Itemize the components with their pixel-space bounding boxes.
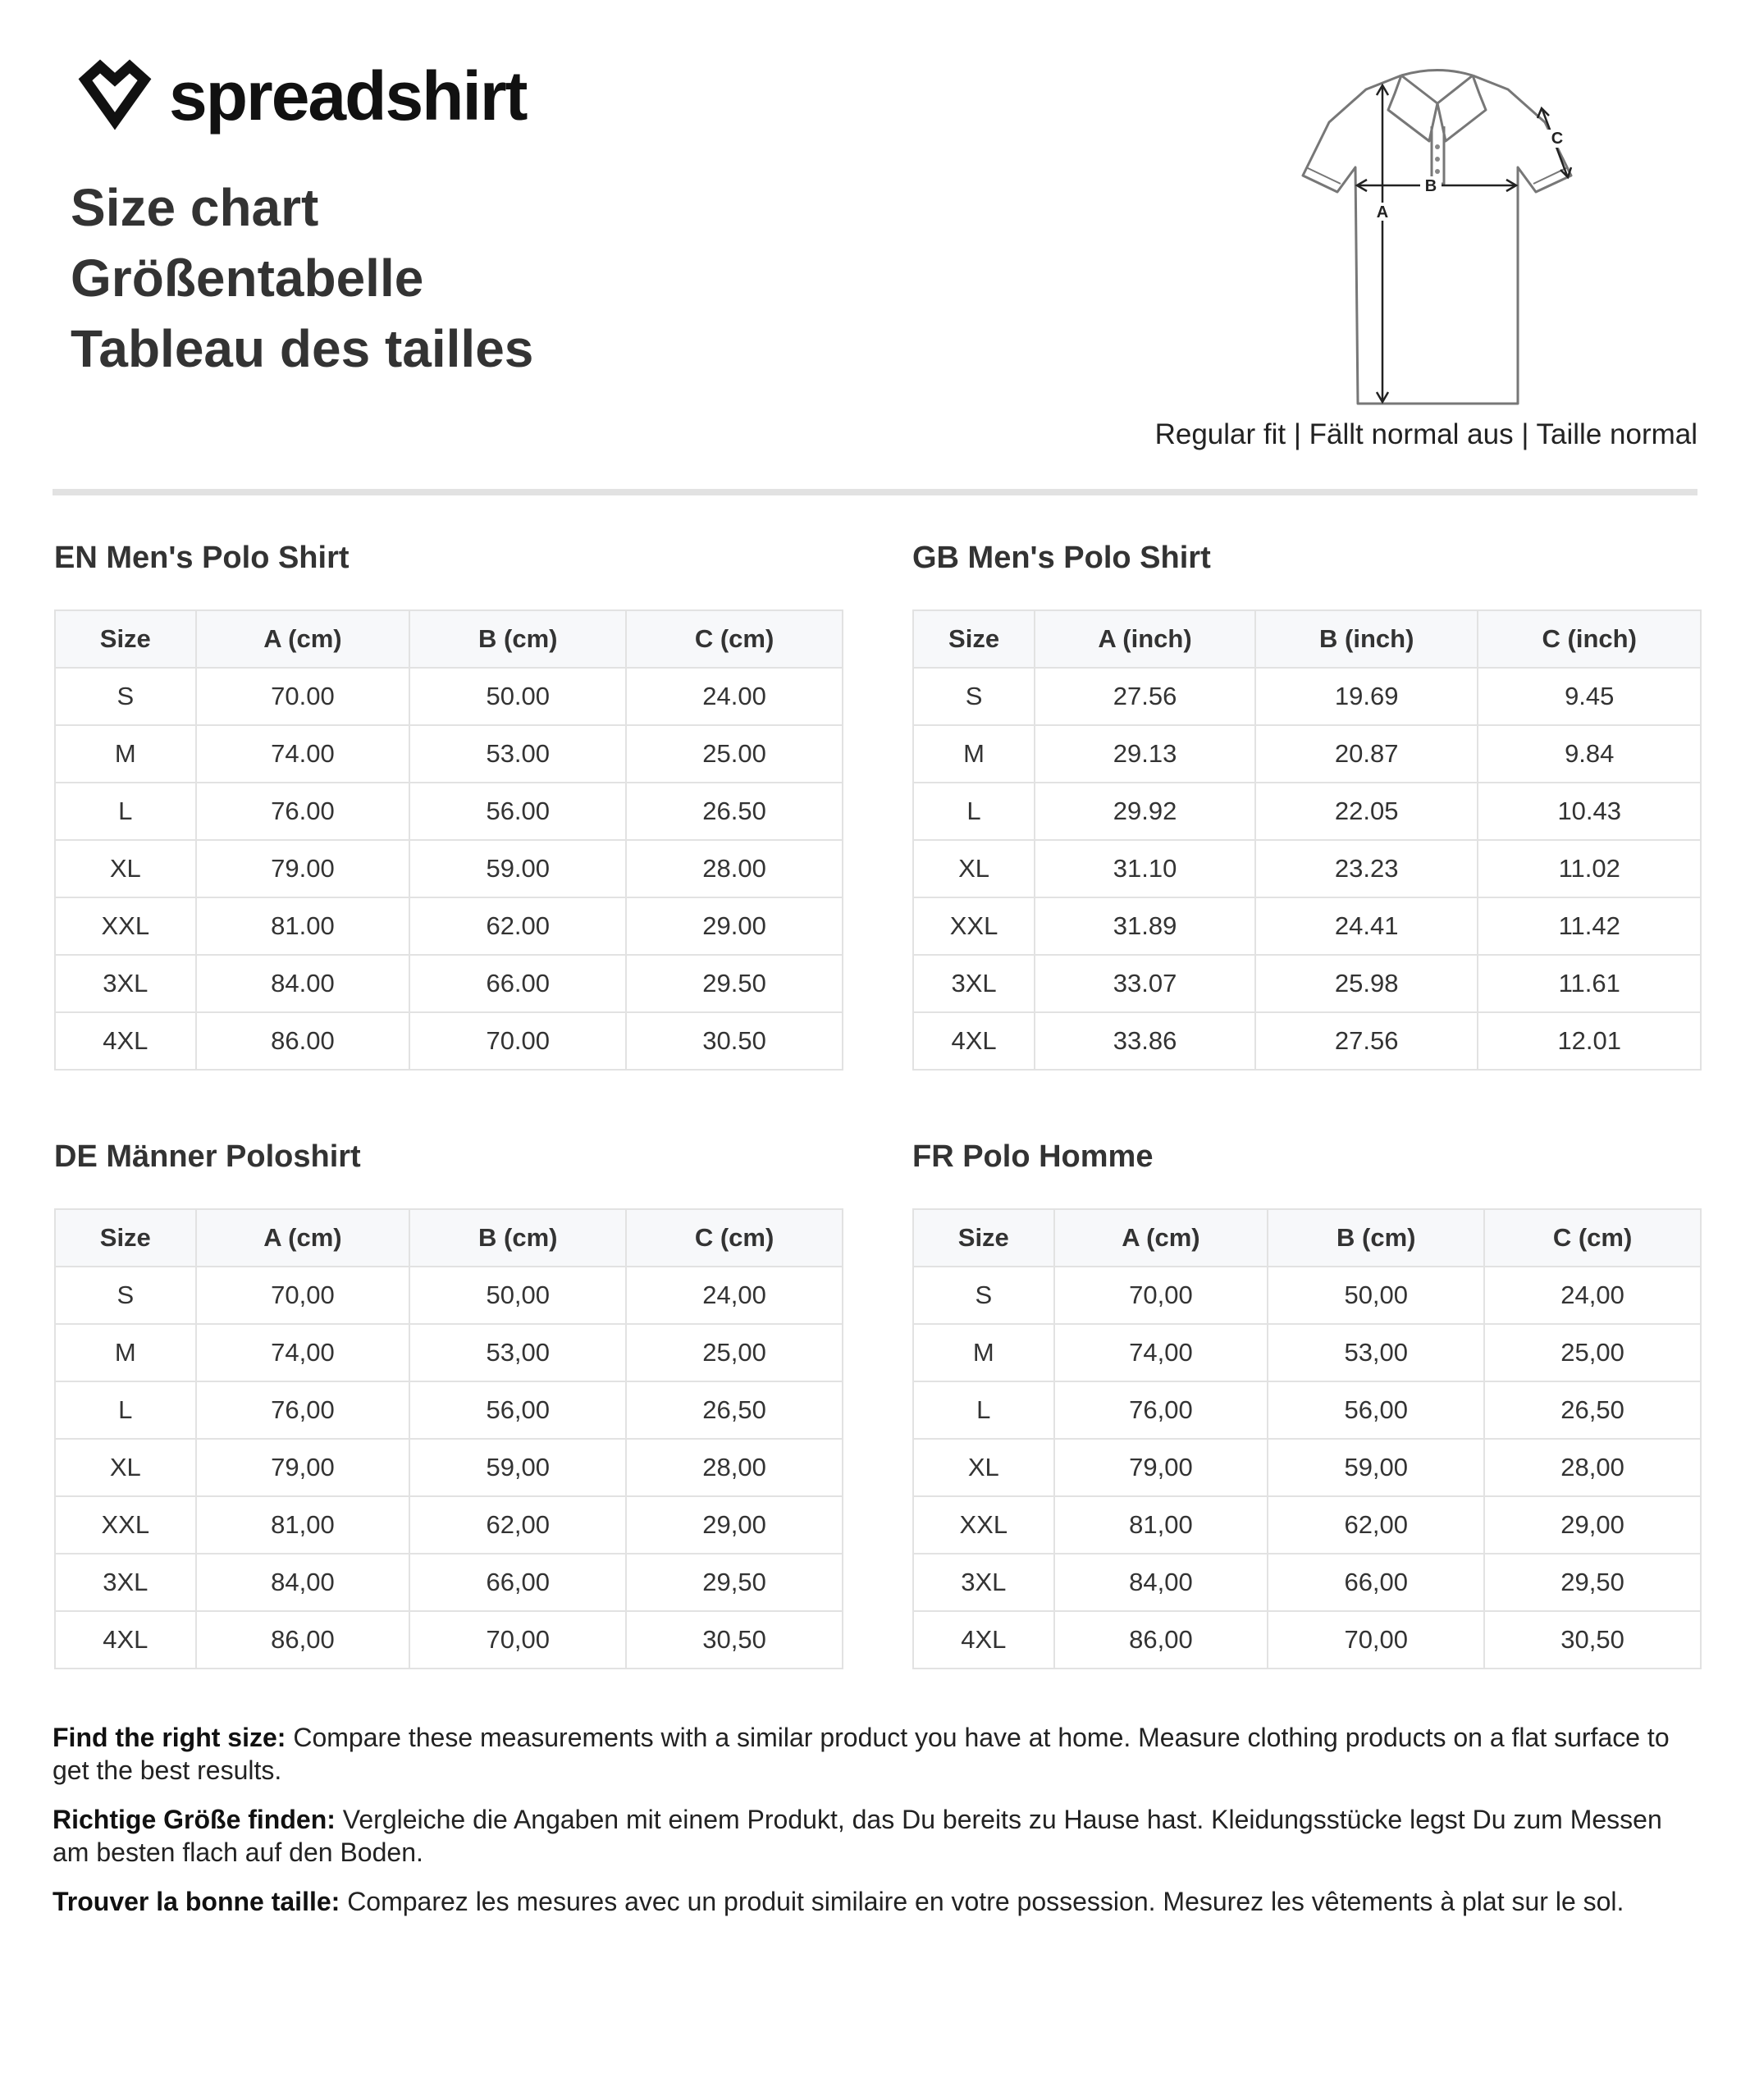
size-table-de xyxy=(54,1135,843,1669)
measurement-cell: 59,00 xyxy=(1268,1439,1484,1496)
size-cell: XXL xyxy=(913,1496,1054,1554)
measurement-cell: 26.50 xyxy=(626,783,843,840)
measurement-cell: 86,00 xyxy=(196,1611,410,1669)
measurement-cell: 74.00 xyxy=(196,725,410,783)
measurement-cell: 70.00 xyxy=(409,1012,626,1070)
table-row xyxy=(913,668,1701,725)
size-table xyxy=(54,1208,843,1669)
measurement-cell: 84.00 xyxy=(196,955,410,1012)
measurement-cell: 11.02 xyxy=(1478,840,1701,897)
measurement-cell: 10.43 xyxy=(1478,783,1701,840)
measurement-cell: 9.84 xyxy=(1478,725,1701,783)
note-fr xyxy=(53,1885,1702,1918)
size-cell: S xyxy=(913,668,1035,725)
measurement-cell: 62.00 xyxy=(409,897,626,955)
measurement-cell: 29.00 xyxy=(626,897,843,955)
measurement-cell: 33.07 xyxy=(1035,955,1255,1012)
measurement-cell: 76,00 xyxy=(196,1381,410,1439)
column-header: B (cm) xyxy=(409,1209,626,1267)
table-row xyxy=(913,1012,1701,1070)
table-row xyxy=(913,1496,1701,1554)
measurement-cell: 79.00 xyxy=(196,840,410,897)
table-row xyxy=(913,897,1701,955)
measurement-cell: 66,00 xyxy=(1268,1554,1484,1611)
column-header: Size xyxy=(55,1209,196,1267)
size-cell: 4XL xyxy=(913,1611,1054,1669)
size-cell: XXL xyxy=(913,897,1035,955)
measurement-cell: 53,00 xyxy=(409,1324,626,1381)
column-header: C (cm) xyxy=(1484,1209,1701,1267)
measurement-cell: 70,00 xyxy=(196,1267,410,1324)
size-cell: S xyxy=(913,1267,1054,1324)
table-row xyxy=(913,840,1701,897)
measurement-cell: 24.41 xyxy=(1255,897,1478,955)
size-cell: M xyxy=(913,1324,1054,1381)
section-title: GB Men's Polo Shirt xyxy=(912,541,1211,575)
size-cell: L xyxy=(55,783,196,840)
size-table xyxy=(54,609,843,1071)
section-title: DE Männer Poloshirt xyxy=(54,1139,361,1174)
measurement-cell: 50.00 xyxy=(409,668,626,725)
measurement-cell: 86,00 xyxy=(1054,1611,1268,1669)
measurement-cell: 27.56 xyxy=(1035,668,1255,725)
table-row xyxy=(55,783,843,840)
polo-shirt-measurement-icon xyxy=(1296,52,1583,413)
size-cell: 3XL xyxy=(913,955,1035,1012)
measurement-cell: 81,00 xyxy=(1054,1496,1268,1554)
measurement-cell: 62,00 xyxy=(409,1496,626,1554)
column-header: A (cm) xyxy=(196,610,410,668)
note-label: Trouver la bonne taille: xyxy=(53,1887,340,1916)
size-cell: 4XL xyxy=(913,1012,1035,1070)
table-row xyxy=(913,725,1701,783)
section-title: EN Men's Polo Shirt xyxy=(54,541,350,575)
measurement-cell: 28.00 xyxy=(626,840,843,897)
size-table-en xyxy=(54,536,843,1071)
measurement-cell: 76.00 xyxy=(196,783,410,840)
table-row xyxy=(55,1496,843,1554)
table-row xyxy=(55,897,843,955)
measurement-cell: 22.05 xyxy=(1255,783,1478,840)
measurement-cell: 31.10 xyxy=(1035,840,1255,897)
measurement-cell: 81.00 xyxy=(196,897,410,955)
measurement-cell: 26,50 xyxy=(626,1381,843,1439)
column-header: A (inch) xyxy=(1035,610,1255,668)
note-text: Vergleiche die Angaben mit einem Produkt, das Du bereits zu Hause hast. Kleidungsstücke legst Du zum Messen am besten flach auf den Boden. xyxy=(53,1805,1662,1867)
measurement-cell: 70,00 xyxy=(1268,1611,1484,1669)
table-row xyxy=(55,1267,843,1324)
note-en xyxy=(53,1721,1702,1787)
measurement-cell: 33.86 xyxy=(1035,1012,1255,1070)
size-cell: 3XL xyxy=(55,955,196,1012)
size-cell: XL xyxy=(913,1439,1054,1496)
measurement-cell: 24,00 xyxy=(626,1267,843,1324)
measurement-cell: 28,00 xyxy=(626,1439,843,1496)
note-label: Richtige Größe finden: xyxy=(53,1805,336,1834)
measurement-cell: 70.00 xyxy=(196,668,410,725)
column-header: Size xyxy=(55,610,196,668)
table-row xyxy=(913,1324,1701,1381)
measurement-cell: 31.89 xyxy=(1035,897,1255,955)
column-header: C (inch) xyxy=(1478,610,1701,668)
table-row xyxy=(913,955,1701,1012)
measurement-cell: 27.56 xyxy=(1255,1012,1478,1070)
title-en: Size chart xyxy=(71,178,319,237)
size-cell: 4XL xyxy=(55,1012,196,1070)
note-label: Find the right size: xyxy=(53,1723,286,1752)
measurement-cell: 53.00 xyxy=(409,725,626,783)
measurement-cell: 50,00 xyxy=(409,1267,626,1324)
table-row xyxy=(55,1554,843,1611)
measurement-cell: 23.23 xyxy=(1255,840,1478,897)
divider xyxy=(53,489,1697,495)
heart-diamond-icon xyxy=(71,59,159,133)
measurement-cell: 66.00 xyxy=(409,955,626,1012)
measurement-cell: 28,00 xyxy=(1484,1439,1701,1496)
column-header: C (cm) xyxy=(626,610,843,668)
note-text: Compare these measurements with a similar product you have at home. Measure clothing products on a flat surface to get the best results. xyxy=(53,1723,1670,1785)
column-header: A (cm) xyxy=(1054,1209,1268,1267)
measurement-cell: 66,00 xyxy=(409,1554,626,1611)
column-header: Size xyxy=(913,1209,1054,1267)
brand-logo xyxy=(71,59,527,133)
size-cell: XL xyxy=(55,1439,196,1496)
size-cell: S xyxy=(55,668,196,725)
title-de: Größentabelle xyxy=(71,249,424,308)
size-cell: L xyxy=(913,783,1035,840)
measurement-cell: 84,00 xyxy=(1054,1554,1268,1611)
measurement-cell: 25,00 xyxy=(1484,1324,1701,1381)
size-table-gb xyxy=(912,536,1702,1071)
size-cell: L xyxy=(913,1381,1054,1439)
title-fr: Tableau des tailles xyxy=(71,319,534,378)
measurement-cell: 79,00 xyxy=(1054,1439,1268,1496)
size-cell: XL xyxy=(55,840,196,897)
measurement-cell: 29,50 xyxy=(626,1554,843,1611)
table-row xyxy=(55,955,843,1012)
size-cell: XXL xyxy=(55,1496,196,1554)
table-row xyxy=(55,1611,843,1669)
measurement-cell: 24,00 xyxy=(1484,1267,1701,1324)
diagram-label-b: B xyxy=(1424,177,1437,195)
measurement-cell: 19.69 xyxy=(1255,668,1478,725)
section-title: FR Polo Homme xyxy=(912,1139,1154,1174)
measurement-cell: 29.50 xyxy=(626,955,843,1012)
note-text: Comparez les mesures avec un produit similaire en votre possession. Mesurez les vêtements à plat sur le sol. xyxy=(340,1887,1624,1916)
measurement-cell: 70,00 xyxy=(409,1611,626,1669)
table-row xyxy=(913,1611,1701,1669)
size-table xyxy=(912,1208,1702,1669)
column-header: C (cm) xyxy=(626,1209,843,1267)
measurement-cell: 25.98 xyxy=(1255,955,1478,1012)
table-row xyxy=(913,1439,1701,1496)
table-header-row xyxy=(55,610,843,668)
measurement-cell: 74,00 xyxy=(1054,1324,1268,1381)
table-row xyxy=(913,783,1701,840)
measurement-cell: 81,00 xyxy=(196,1496,410,1554)
measurement-cell: 84,00 xyxy=(196,1554,410,1611)
brand-name: spreadshirt xyxy=(169,57,527,135)
measurement-cell: 29,00 xyxy=(626,1496,843,1554)
measurement-cell: 11.61 xyxy=(1478,955,1701,1012)
size-notes xyxy=(53,1721,1702,1934)
measurement-cell: 56.00 xyxy=(409,783,626,840)
measurement-cell: 12.01 xyxy=(1478,1012,1701,1070)
measurement-cell: 11.42 xyxy=(1478,897,1701,955)
size-cell: 4XL xyxy=(55,1611,196,1669)
measurement-cell: 53,00 xyxy=(1268,1324,1484,1381)
measurement-cell: 25,00 xyxy=(626,1324,843,1381)
measurement-cell: 29,50 xyxy=(1484,1554,1701,1611)
table-row xyxy=(55,1439,843,1496)
size-table-fr xyxy=(912,1135,1702,1669)
column-header: Size xyxy=(913,610,1035,668)
measurement-cell: 9.45 xyxy=(1478,668,1701,725)
diagram-label-c: C xyxy=(1551,130,1564,148)
size-cell: XXL xyxy=(55,897,196,955)
size-cell: 3XL xyxy=(55,1554,196,1611)
measurement-cell: 86.00 xyxy=(196,1012,410,1070)
size-cell: L xyxy=(55,1381,196,1439)
table-row xyxy=(55,840,843,897)
table-row xyxy=(913,1267,1701,1324)
column-header: B (inch) xyxy=(1255,610,1478,668)
size-table xyxy=(912,609,1702,1071)
measurement-cell: 30.50 xyxy=(626,1012,843,1070)
table-row xyxy=(55,1324,843,1381)
measurement-cell: 29.92 xyxy=(1035,783,1255,840)
note-de xyxy=(53,1803,1702,1869)
size-cell: XL xyxy=(913,840,1035,897)
measurement-cell: 62,00 xyxy=(1268,1496,1484,1554)
measurement-cell: 56,00 xyxy=(1268,1381,1484,1439)
size-cell: S xyxy=(55,1267,196,1324)
measurement-cell: 20.87 xyxy=(1255,725,1478,783)
measurement-cell: 76,00 xyxy=(1054,1381,1268,1439)
measurement-cell: 59,00 xyxy=(409,1439,626,1496)
measurement-cell: 24.00 xyxy=(626,668,843,725)
table-row xyxy=(55,668,843,725)
measurement-cell: 30,50 xyxy=(1484,1611,1701,1669)
measurement-cell: 30,50 xyxy=(626,1611,843,1669)
column-header: A (cm) xyxy=(196,1209,410,1267)
diagram-label-a: A xyxy=(1376,203,1389,221)
table-row xyxy=(913,1554,1701,1611)
measurement-cell: 59.00 xyxy=(409,840,626,897)
column-header: B (cm) xyxy=(409,610,626,668)
table-row xyxy=(55,1381,843,1439)
measurement-cell: 50,00 xyxy=(1268,1267,1484,1324)
size-cell: M xyxy=(55,725,196,783)
measurement-cell: 70,00 xyxy=(1054,1267,1268,1324)
page-titles xyxy=(71,172,533,384)
table-row xyxy=(913,1381,1701,1439)
measurement-cell: 25.00 xyxy=(626,725,843,783)
size-cell: 3XL xyxy=(913,1554,1054,1611)
size-cell: M xyxy=(913,725,1035,783)
measurement-cell: 26,50 xyxy=(1484,1381,1701,1439)
measurement-cell: 56,00 xyxy=(409,1381,626,1439)
table-header-row xyxy=(55,1209,843,1267)
table-header-row xyxy=(913,1209,1701,1267)
measurement-cell: 29,00 xyxy=(1484,1496,1701,1554)
table-row xyxy=(55,725,843,783)
size-cell: M xyxy=(55,1324,196,1381)
measurement-cell: 74,00 xyxy=(196,1324,410,1381)
table-row xyxy=(55,1012,843,1070)
table-header-row xyxy=(913,610,1701,668)
column-header: B (cm) xyxy=(1268,1209,1484,1267)
measurement-cell: 79,00 xyxy=(196,1439,410,1496)
fit-note: Regular fit | Fällt normal aus | Taille normal xyxy=(1154,418,1697,450)
measurement-cell: 29.13 xyxy=(1035,725,1255,783)
